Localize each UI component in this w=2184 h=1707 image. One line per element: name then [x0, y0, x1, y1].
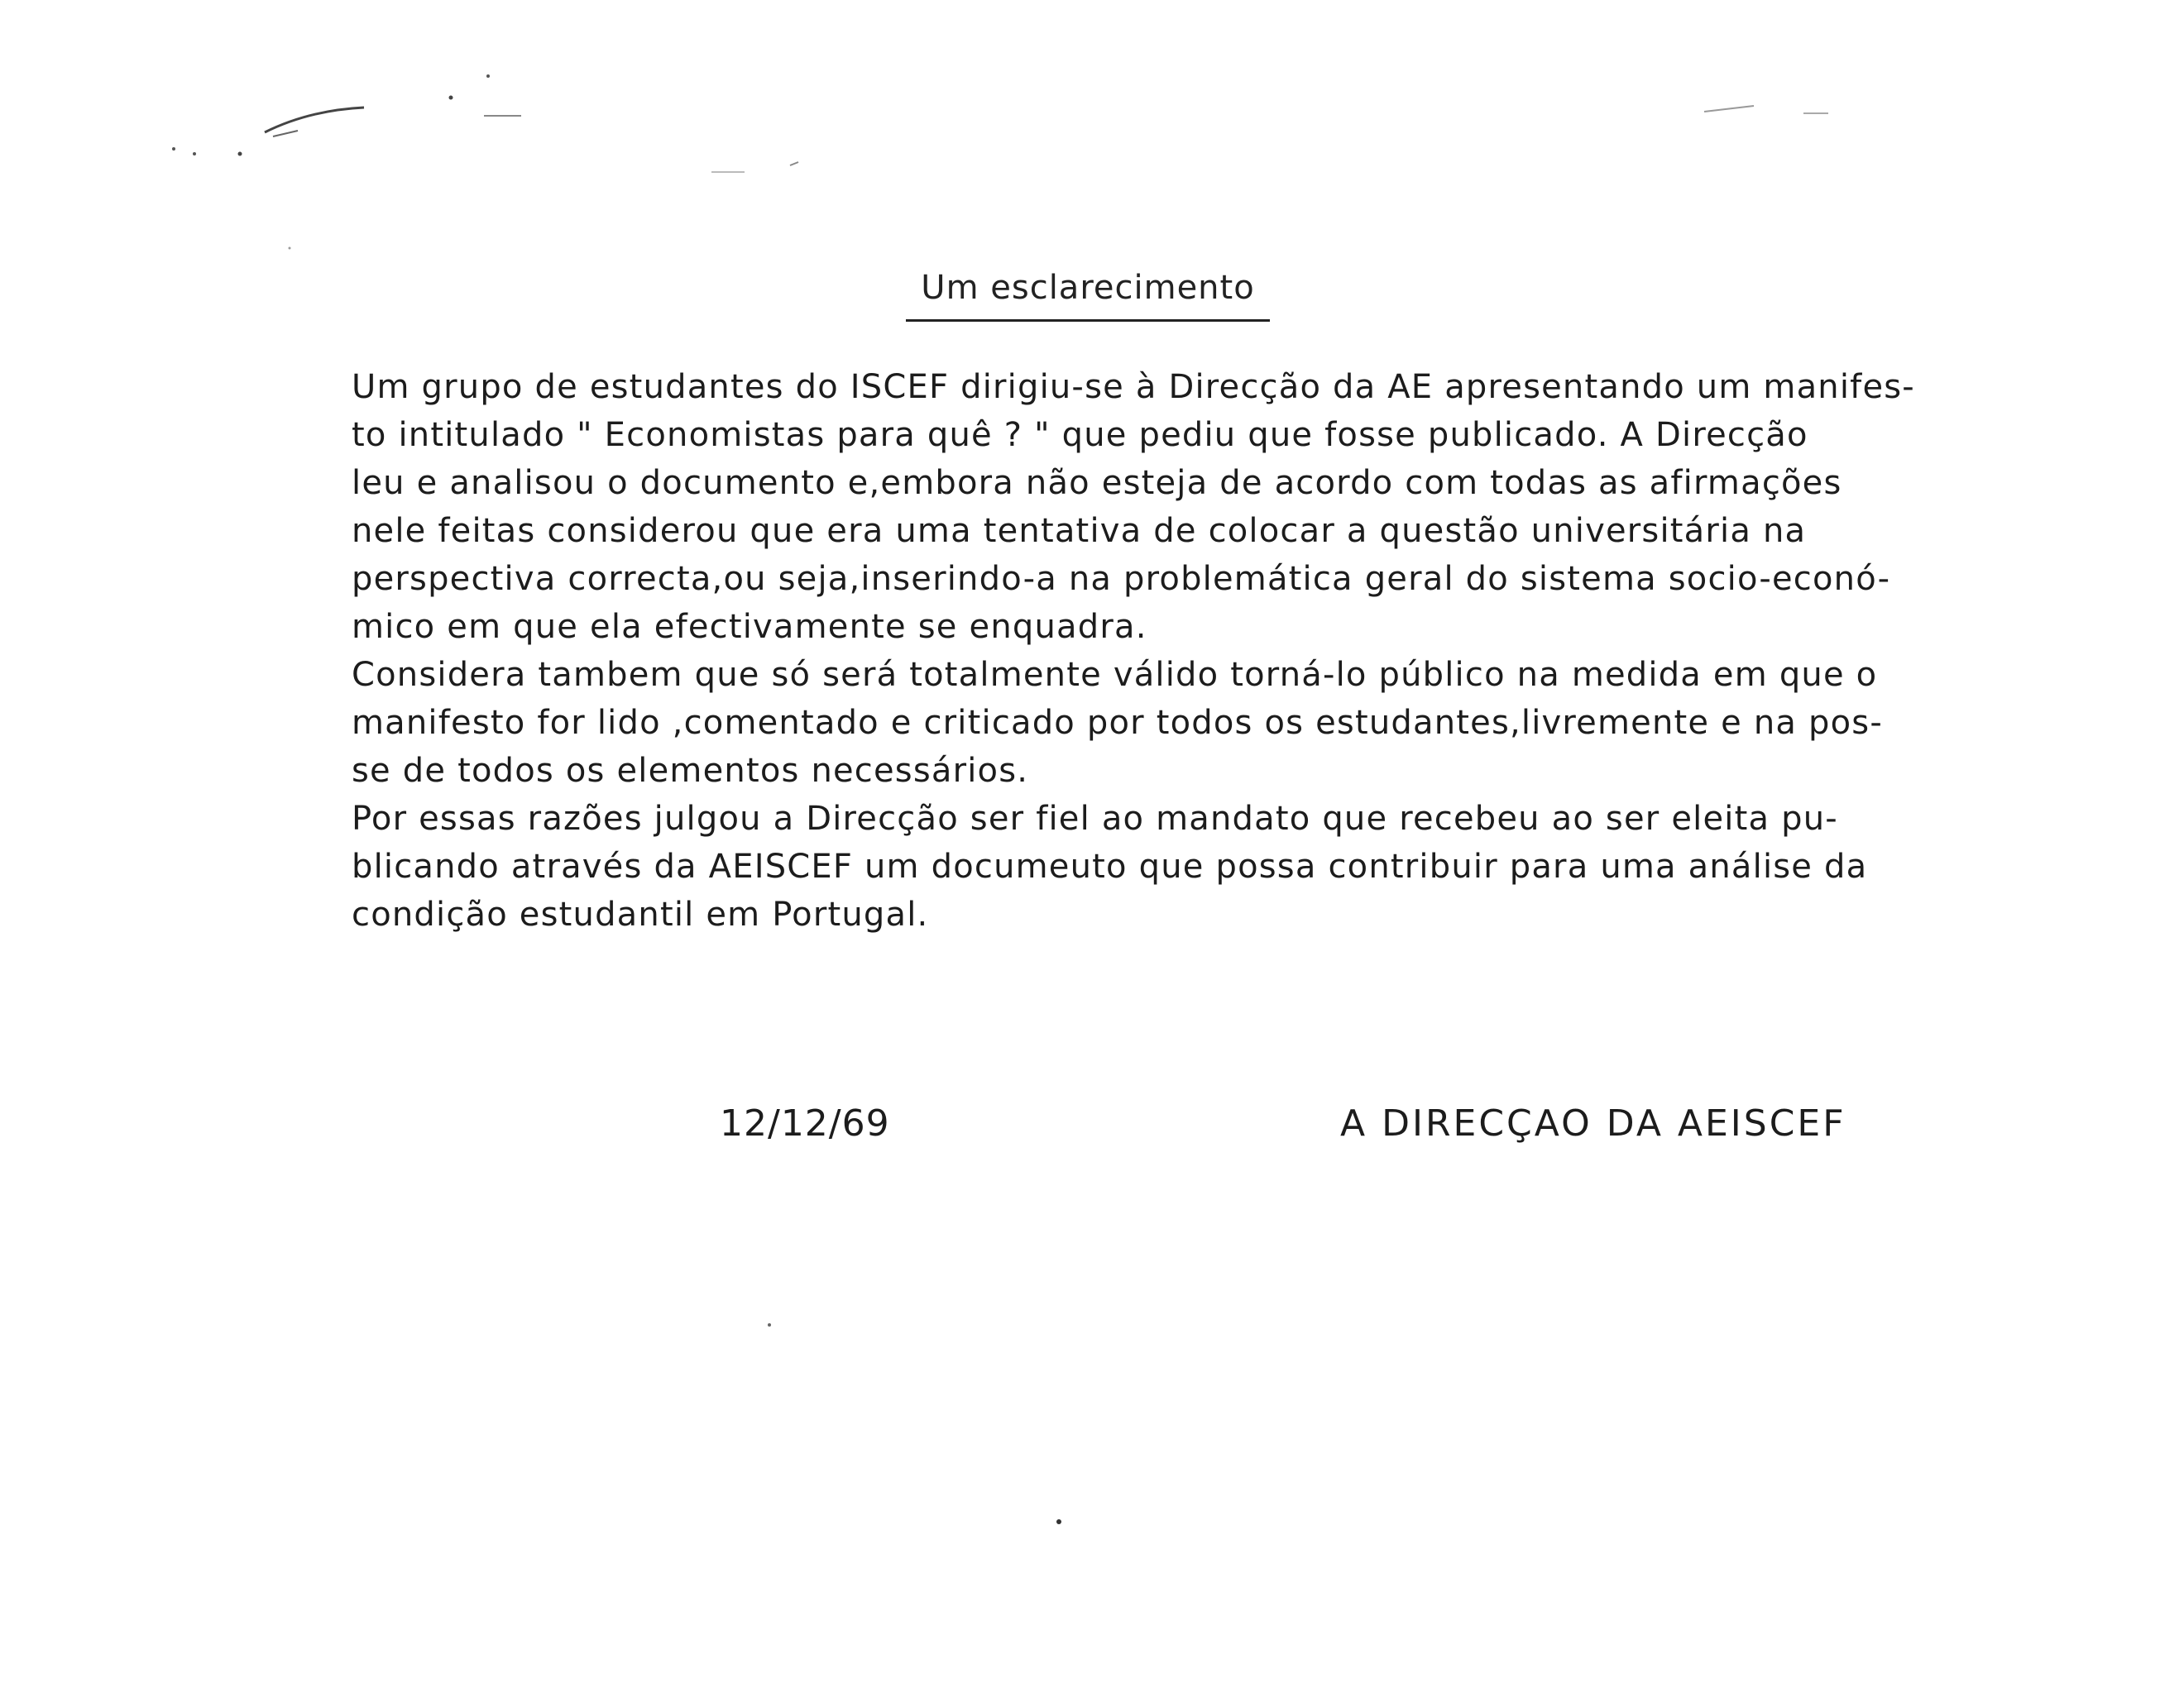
paragraph-line: perspectiva correcta,ou seja,inserindo-a na problemática geral do sistema socio-econó- — [352, 560, 1891, 598]
paragraph-line: Considera tambem que só será totalmente válido torná-lo público na medida em que o — [352, 656, 1878, 694]
title-underline — [906, 319, 1270, 322]
paragraph-line: leu e analisou o documento e,embora não esteja de acordo com todas as afirmações — [352, 464, 1842, 502]
document-title: Um esclarecimento — [921, 269, 1255, 307]
paragraph-line: Por essas razões julgou a Direcção ser fiel ao mandato que recebeu ao ser eleita pu- — [352, 800, 1838, 838]
paragraph-line: nele feitas considerou que era uma tentativa de colocar a questão universitária na — [352, 512, 1807, 550]
paragraph-line: manifesto for lido ,comentado e criticado por todos os estudantes,livremente e na pos- — [352, 704, 1883, 742]
paragraph-line: condição estudantil em Portugal. — [352, 896, 929, 934]
paragraph-line: Um grupo de estudantes do ISCEF dirigiu-se à Direcção da AE apresentando um manifes- — [352, 368, 1915, 406]
document-signature: A DIRECÇAO DA AEISCEF — [1340, 1102, 1846, 1145]
paragraph-line: se de todos os elementos necessários. — [352, 752, 1029, 790]
paragraph-line: blicando através da AEISCEF um documeuto que possa contribuir para uma análise da — [352, 848, 1868, 886]
paragraph-line: to intitulado " Economistas para quê ? " que pediu que fosse publicado. A Direcção — [352, 416, 1808, 454]
paragraph-line: mico em que ela efectivamente se enquadra. — [352, 608, 1147, 646]
document-date: 12/12/69 — [720, 1102, 890, 1145]
